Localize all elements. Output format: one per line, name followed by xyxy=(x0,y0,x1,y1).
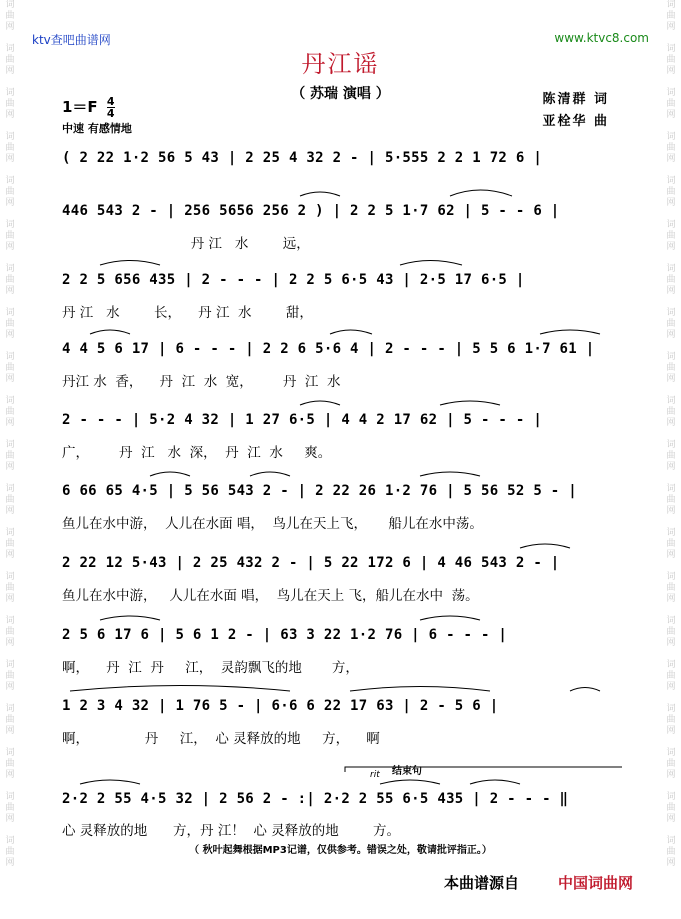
score-line-9-notes: 1 2 3 4 32 | 1 76 5 - | 6·6 6 22 17 63 | 2 - 5 6 | xyxy=(62,698,499,714)
lyricist-credit: 陈清群 词 xyxy=(542,92,609,107)
score-line-10-lyrics: 心 灵释放的地 方，丹 江！ 心 灵释放的地 方。 xyxy=(62,823,401,839)
source-site-link[interactable]: 中国词曲网 xyxy=(558,874,634,892)
score-line-3-lyrics: 丹 江 水 长， 丹 江 水 甜， xyxy=(62,305,313,321)
slur xyxy=(440,401,500,405)
watermark-right: 词 曲 网 词 曲 网 词 曲 网 词 曲 网 词 曲 网 词 曲 网 词 曲 网 词 曲 网 词 曲 网 词 曲 网 词 曲 网 词 曲 网 词 曲 网 词 曲 网 词 曲 网 词 曲 网 词 曲 网 词 曲 网 词 曲 网 词 曲 网 xyxy=(666,0,676,868)
watermark-left: 词 曲 网 词 曲 网 词 曲 网 词 曲 网 词 曲 网 词 曲 网 词 曲 网 词 曲 网 词 曲 网 词 曲 网 词 曲 网 词 曲 网 词 曲 网 词 曲 网 词 曲 网 词 曲 网 词 曲 网 词 曲 网 词 曲 网 词 曲 网 xyxy=(5,0,15,868)
score-line-7-lyrics: 鱼儿在水中游， 人儿在水面 唱， 鸟儿在天上 飞，船儿在水中 荡。 xyxy=(62,588,479,604)
score-line-6-lyrics: 鱼儿在水中游， 人儿在水面 唱， 鸟儿在天上飞， 船儿在水中荡。 xyxy=(62,516,483,532)
slur xyxy=(470,780,520,784)
slur xyxy=(450,190,512,196)
slur xyxy=(250,472,290,476)
score-line-10-notes: 2·2 2 55 4·5 32 | 2 56 2 - :| 2·2 2 55 6·5 435 | 2 - - - ‖ xyxy=(62,791,569,807)
slur xyxy=(330,330,372,334)
slur xyxy=(350,687,490,692)
site-url-right[interactable]: www.ktvc8.com xyxy=(554,31,649,45)
slur xyxy=(70,686,290,692)
score-line-8-lyrics: 啊， 丹 江 丹 江， 灵韵飘飞的地 方， xyxy=(62,660,359,676)
source-label: 本曲谱源自 xyxy=(444,874,520,892)
singer-credit: （ 苏瑞 演唱 ） xyxy=(291,86,390,102)
slur xyxy=(380,780,440,784)
slur xyxy=(100,261,160,266)
score-line-2-notes: 446 543 2 - | 256 5656 256 2 ) | 2 2 5 1·7 62 | 5 - - 6 | xyxy=(62,203,560,219)
time-bottom: 4 xyxy=(106,107,115,120)
ritardando-mark: rit xyxy=(370,770,380,780)
slur xyxy=(90,330,130,334)
score-line-1-notes: ( 2 22 1·2 56 5 43 | 2 25 4 32 2 - | 5·555 2 2 1 72 6 | xyxy=(62,150,543,166)
score-line-4-lyrics: 丹江 水 香， 丹 江 水 宽， 丹 江 水 xyxy=(62,374,341,390)
slur xyxy=(540,330,600,334)
ending-label: 结束句 xyxy=(392,766,422,777)
slur xyxy=(100,616,160,620)
slur xyxy=(400,261,462,266)
score-line-8-notes: 2 5 6 17 6 | 5 6 1 2 - | 63 3 22 1·2 76 | 6 - - - | xyxy=(62,627,508,643)
score-line-4-notes: 4 4 5 6 17 | 6 - - - | 2 2 6 5·6 4 | 2 - - - | 5 5 6 1·7 61 | xyxy=(62,341,595,357)
score-line-3-notes: 2 2 5 656 435 | 2 - - - | 2 2 5 6·5 43 | 2·5 17 6·5 | xyxy=(62,272,525,288)
site-name-left[interactable]: ktv查吧曲谱网 xyxy=(32,33,111,47)
slur xyxy=(570,688,600,692)
slur xyxy=(150,472,190,476)
ending-bracket xyxy=(345,767,622,772)
score-line-9-lyrics: 啊， 丹 江， 心 灵释放的地 方， 啊 xyxy=(62,731,380,747)
slur xyxy=(80,780,140,784)
score-line-6-notes: 6 66 65 4·5 | 5 56 543 2 - | 2 22 26 1·2 76 | 5 56 52 5 - | xyxy=(62,483,577,499)
tempo-marking: 中速 有感情地 xyxy=(62,122,132,135)
slur xyxy=(520,544,570,548)
score-line-5-notes: 2 - - - | 5·2 4 32 | 1 27 6·5 | 4 4 2 17 62 | 5 - - - | xyxy=(62,412,543,428)
slur xyxy=(300,192,340,196)
composer-credit: 亚栓华 曲 xyxy=(542,114,609,129)
score-line-7-notes: 2 22 12 5·43 | 2 25 432 2 - | 5 22 172 6 | 4 46 543 2 - | xyxy=(62,555,560,571)
slur xyxy=(420,616,480,620)
score-line-2-lyrics: 丹 江 水 远， xyxy=(62,236,310,252)
slur xyxy=(420,472,480,476)
transcription-note: （ 秋叶起舞根据MP3记谱，仅供参考。错误之处，敬请批评指正。） xyxy=(189,845,492,856)
key-label: 1＝F xyxy=(62,98,98,116)
song-title: 丹江谣 xyxy=(301,50,380,78)
score-line-5-lyrics: 广， 丹 江 水 深， 丹 江 水 爽。 xyxy=(62,445,332,461)
slur xyxy=(300,401,340,405)
time-top: 4 xyxy=(106,95,115,108)
